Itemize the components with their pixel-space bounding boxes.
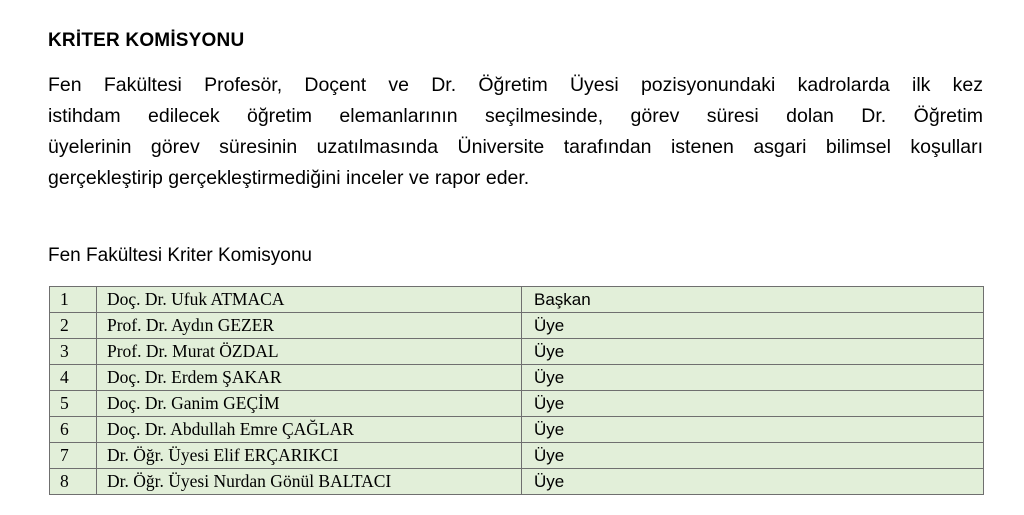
- member-role: Üye: [522, 365, 984, 391]
- row-number: 3: [50, 339, 97, 365]
- row-number: 7: [50, 443, 97, 469]
- member-role: Üye: [522, 339, 984, 365]
- member-name: Doç. Dr. Ufuk ATMACA: [97, 287, 522, 313]
- member-name: Doç. Dr. Abdullah Emre ÇAĞLAR: [97, 417, 522, 443]
- table-row: [50, 443, 984, 469]
- member-name: Doç. Dr. Ganim GEÇİM: [97, 391, 522, 417]
- member-role: Üye: [522, 417, 984, 443]
- member-role: Üye: [522, 391, 984, 417]
- table-row: [50, 313, 984, 339]
- paragraph-line: üyelerinin görev süresinin uzatılmasında Üniversite tarafından istenen asgari bilimsel koşulları: [48, 136, 983, 158]
- member-name: Doç. Dr. Erdem ŞAKAR: [97, 365, 522, 391]
- member-role: Üye: [522, 313, 984, 339]
- table-row: [50, 287, 984, 313]
- table-row: [50, 339, 984, 365]
- member-role: Başkan: [522, 287, 984, 313]
- member-role: Üye: [522, 443, 984, 469]
- row-number: 2: [50, 313, 97, 339]
- row-number: 4: [50, 365, 97, 391]
- paragraph-line: gerçekleştirip gerçekleştirmediğini inceler ve rapor eder.: [48, 167, 530, 189]
- table-row: [50, 365, 984, 391]
- row-number: 5: [50, 391, 97, 417]
- paragraph-line: istihdam edilecek öğretim elemanlarının seçilmesinde, görev süresi dolan Dr. Öğretim: [48, 105, 983, 127]
- member-role: Üye: [522, 469, 984, 495]
- committee-members-table: [49, 286, 984, 495]
- member-name: Dr. Öğr. Üyesi Elif ERÇARIKCI: [97, 443, 522, 469]
- description-paragraph: [48, 70, 983, 194]
- row-number: 8: [50, 469, 97, 495]
- section-heading: KRİTER KOMİSYONU: [48, 30, 245, 51]
- table-row: [50, 417, 984, 443]
- row-number: 1: [50, 287, 97, 313]
- table-row: [50, 391, 984, 417]
- paragraph-line: Fen Fakültesi Profesör, Doçent ve Dr. Öğretim Üyesi pozisyonundaki kadrolarda ilk kez: [48, 74, 983, 96]
- row-number: 6: [50, 417, 97, 443]
- member-name: Prof. Dr. Murat ÖZDAL: [97, 339, 522, 365]
- table-caption: Fen Fakültesi Kriter Komisyonu: [48, 245, 312, 266]
- table-row: [50, 469, 984, 495]
- member-name: Prof. Dr. Aydın GEZER: [97, 313, 522, 339]
- member-name: Dr. Öğr. Üyesi Nurdan Gönül BALTACI: [97, 469, 522, 495]
